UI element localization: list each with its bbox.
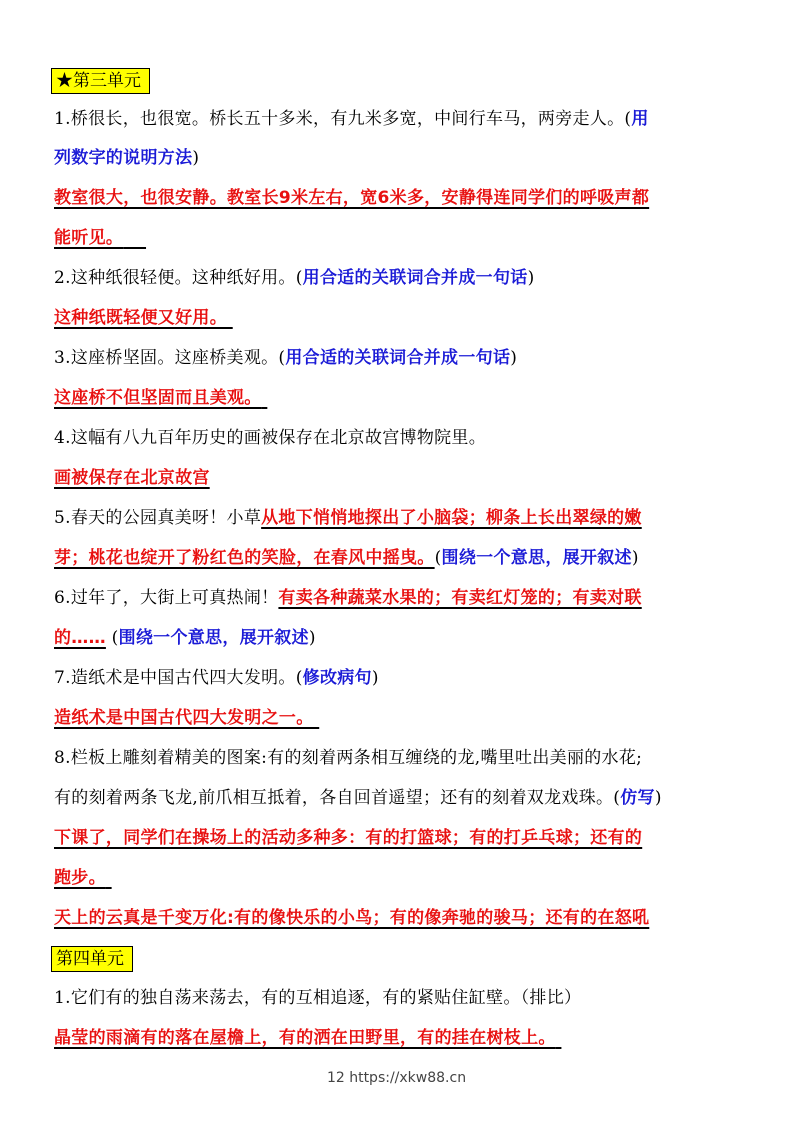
page-footer: 12 https://xkw88.cn [326, 1070, 467, 1086]
q1-answer-line1: 教室很大，也很安静。教室长9米左右，宽6米多，安静得连同学们的呼吸声都 [54, 188, 650, 208]
q8-answer1-line2: 跑步。 [54, 868, 106, 888]
u4-q1-answer: 晶莹的雨滴有的落在屋檐上，有的洒在田野里，有的挂在树枝上。 [54, 1028, 556, 1048]
q4-line: 4.这幅有八九百年历史的画被保存在北京故宫博物院里。 [54, 428, 487, 448]
q8-line2: 有的刻着两条飞龙,前爪相互抵着，各自回首遥望；还有的刻着双龙戏珠。(仿写) [54, 788, 662, 808]
q3-line: 3.这座桥坚固。这座桥美观。(用合适的关联词合并成一句话) [54, 348, 518, 368]
q6-line1: 6.过年了，大街上可真热闹！有卖各种蔬菜水果的；有卖红灯笼的；有卖对联 [54, 588, 642, 608]
unit4-title: 第四单元 [51, 946, 133, 972]
q2-line: 2.这种纸很轻便。这种纸好用。(用合适的关联词合并成一句话) [54, 268, 535, 288]
q6-line2: 的…… (围绕一个意思，展开叙述) [54, 628, 316, 648]
q8-answer2: 天上的云真是千变万化:有的像快乐的小鸟；有的像奔驰的骏马；还有的在怒吼 [54, 908, 650, 928]
q4-answer: 画被保存在北京故宫 [54, 468, 210, 488]
q7-line: 7.造纸术是中国古代四大发明。(修改病句) [54, 668, 379, 688]
unit3-title: ★第三单元 [51, 68, 150, 94]
q3-answer: 这座桥不但坚固而且美观。 [54, 388, 262, 408]
u4-q1-line: 1.它们有的独自荡来荡去，有的互相追逐，有的紧贴住缸壁。（排比） [54, 988, 582, 1008]
q1-answer-line2: 能听见。 [54, 228, 124, 248]
q1-line2: 列数字的说明方法) [54, 148, 200, 168]
q5-line1: 5.春天的公园真美呀！小草从地下悄悄地探出了小脑袋；柳条上长出翠绿的嫩 [54, 508, 642, 528]
q2-answer: 这种纸既轻便又好用。 [54, 308, 227, 328]
q8-line1: 8.栏板上雕刻着精美的图案:有的刻着两条相互缠绕的龙,嘴里吐出美丽的水花; [54, 748, 643, 768]
q5-line2: 芽；桃花也绽开了粉红色的笑脸，在春风中摇曳。(围绕一个意思，展开叙述) [54, 548, 639, 568]
q1-line1: 1.桥很长，也很宽。桥长五十多米，有九米多宽，中间行车马，两旁走人。(用 [54, 109, 649, 129]
q8-answer1-line1: 下课了，同学们在操场上的活动多种多：有的打篮球；有的打乒乓球；还有的 [54, 828, 643, 848]
q7-answer: 造纸术是中国古代四大发明之一。 [54, 708, 314, 728]
